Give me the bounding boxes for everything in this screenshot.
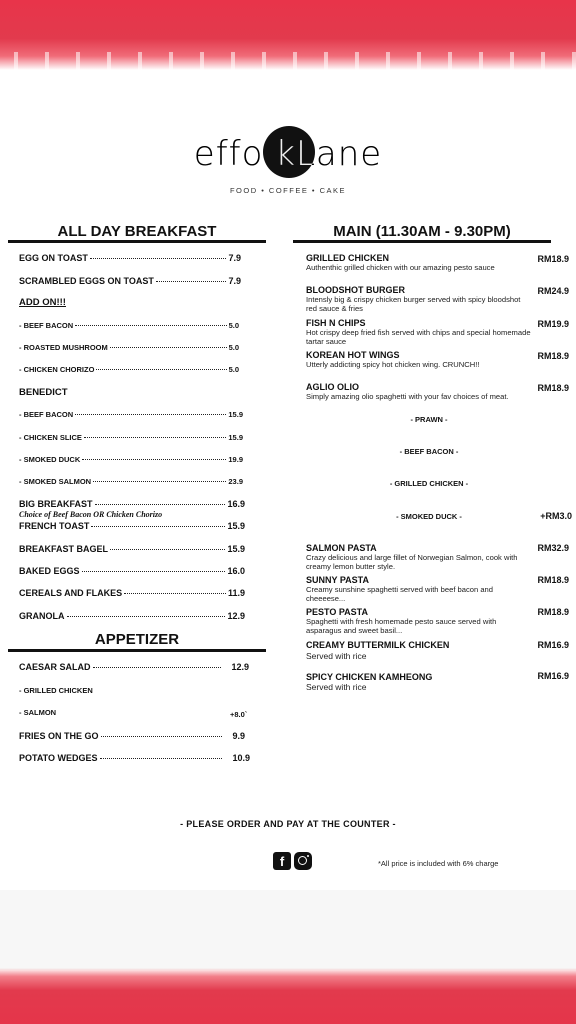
main-item-desc: Served with rice	[306, 682, 367, 692]
breakfast-title: ALL DAY BREAKFAST	[57, 223, 217, 240]
caesar-option-price: +8.0`	[230, 710, 248, 719]
benedict-heading: BENEDICT	[19, 387, 68, 398]
facebook-icon[interactable]: f	[273, 852, 291, 870]
menu-item: BIG BREAKFAST 16.9	[19, 499, 245, 509]
footer-band	[0, 890, 576, 970]
caesar-option: - SALMON	[19, 708, 57, 717]
main-item-name: PESTO PASTA	[306, 607, 369, 617]
main-rule	[293, 240, 551, 243]
main-item-price: RM24.9	[537, 286, 569, 296]
main-item-desc: Utterly addicting spicy hot chicken wing. CRUNCH!!	[306, 360, 480, 369]
main-item-price: RM18.9	[537, 607, 569, 617]
menu-item: CAESAR SALAD 12.9	[19, 662, 249, 672]
menu-item: BAKED EGGS 16.0	[19, 566, 245, 576]
price-note: *All price is included with 6% charge	[378, 859, 499, 868]
appetizer-title: APPETIZER	[94, 631, 180, 648]
caesar-option: - GRILLED CHICKEN	[19, 686, 93, 695]
logo-tagline: FOOD • COFFEE • CAKE	[229, 186, 347, 195]
logo-wordmark: effo kLane	[193, 134, 383, 174]
menu-item: CEREALS AND FLAKES 11.9	[19, 588, 245, 598]
main-item-name: GRILLED CHICKEN	[306, 253, 389, 263]
big-breakfast-note: Choice of Beef Bacon OR Chicken Chorizo	[19, 510, 163, 519]
main-item-price: RM18.9	[537, 254, 569, 264]
main-item-name: KOREAN HOT WINGS	[306, 350, 400, 360]
main-item-name: SALMON PASTA	[306, 543, 377, 553]
aglio-option: - BEEF BACON -	[399, 447, 459, 456]
main-item-price: RM18.9	[537, 351, 569, 361]
top-brush-stroke	[0, 0, 576, 70]
main-item-name: CREAMY BUTTERMILK CHICKEN	[306, 640, 450, 650]
main-item-name: BLOODSHOT BURGER	[306, 285, 405, 295]
menu-item: SCRAMBLED EGGS ON TOAST 7.9	[19, 276, 241, 286]
aglio-option: - PRAWN -	[410, 415, 448, 424]
menu-item: GRANOLA 12.9	[19, 611, 245, 621]
menu-item: POTATO WEDGES 10.9	[19, 753, 250, 763]
main-item-name: SPICY CHICKEN KAMHEONG	[306, 672, 433, 682]
main-item-name: FISH N CHIPS	[306, 318, 366, 328]
main-item-name: AGLIO OLIO	[306, 382, 359, 392]
aglio-option: - SMOKED DUCK -	[396, 512, 462, 521]
main-title: MAIN (11.30AM - 9.30PM)	[333, 223, 511, 240]
appetizer-rule	[8, 649, 266, 652]
main-item-price: RM16.9	[537, 671, 569, 681]
main-item-desc: Simply amazing olio spaghetti with your fav choices of meat.	[306, 392, 509, 401]
main-item-desc: Served with rice	[306, 651, 367, 661]
main-item-price: RM18.9	[537, 575, 569, 585]
instagram-icon[interactable]	[294, 852, 312, 870]
main-item-desc: Creamy sunshine spaghetti served with beef bacon and cheeeese...	[306, 585, 494, 603]
main-item-price: RM19.9	[537, 319, 569, 329]
main-item-desc: Crazy delicious and large fillet of Norwegian Salmon, cook with creamy lemon butter style.	[306, 553, 518, 571]
benedict-item: - SMOKED SALMON 23.9	[19, 477, 243, 486]
addon-heading: ADD ON!!!	[19, 297, 66, 308]
main-item-name: SUNNY PASTA	[306, 575, 370, 585]
aglio-option-price: +RM3.0	[540, 511, 572, 521]
menu-item: BREAKFAST BAGEL 15.9	[19, 544, 245, 554]
aglio-option: - GRILLED CHICKEN -	[389, 479, 469, 488]
addon-item: - BEEF BACON 5.0	[19, 321, 239, 330]
addon-item: - ROASTED MUSHROOM 5.0	[19, 343, 239, 352]
brand-logo	[190, 120, 386, 200]
main-item-desc: Authenthic grilled chicken with our amazing pesto sauce	[306, 263, 495, 272]
addon-item: - CHICKEN CHORIZO 5.0	[19, 365, 239, 374]
main-item-desc: Intensly big & crispy chicken burger served with spicy bloodshot red sauce & fries	[306, 295, 521, 313]
main-item-price: RM18.9	[537, 383, 569, 393]
menu-item: EGG ON TOAST 7.9	[19, 253, 241, 263]
bottom-brush-stroke	[0, 968, 576, 1024]
main-item-desc: Spaghetti with fresh homemade pesto sauce served with asparagus and sweet basil...	[306, 617, 497, 635]
benedict-item: - CHICKEN SLICE 15.9	[19, 433, 243, 442]
order-notice: - PLEASE ORDER AND PAY AT THE COUNTER -	[180, 819, 396, 829]
main-item-price: RM16.9	[537, 640, 569, 650]
benedict-item: - SMOKED DUCK 19.9	[19, 455, 243, 464]
breakfast-rule	[8, 240, 266, 243]
benedict-item: - BEEF BACON 15.9	[19, 410, 243, 419]
main-item-price: RM32.9	[537, 543, 569, 553]
menu-item: FRENCH TOAST 15.9	[19, 521, 245, 531]
main-item-desc: Hot crispy deep fried fish served with chips and special homemade tartar sauce	[306, 328, 531, 346]
menu-item: FRIES ON THE GO 9.9	[19, 731, 245, 741]
